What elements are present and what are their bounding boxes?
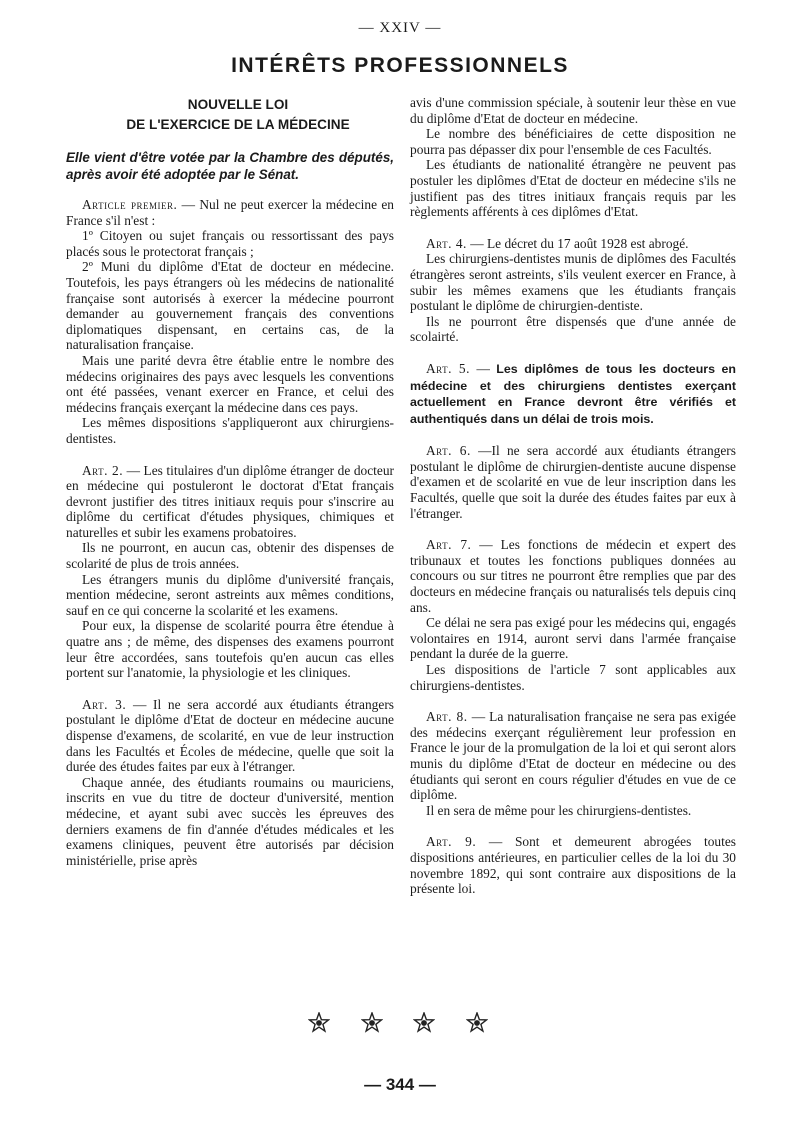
art1-paragraph-2: 1º Citoyen ou sujet français ou ressortissant des pays placés sous le protectorat français ; xyxy=(66,228,394,259)
art3-text-1: — Il ne sera accordé aux étudiants étrangers postulant le diplôme d'Etat de docteur en médecine aucune dispense d'examens, de scolarité, en vue de leur instruction dans les Facultés et Écoles de médecine, quelle que soit la durée des études faites par eux à l'étranger. xyxy=(66,696,394,775)
art7-paragraph-1 xyxy=(410,537,736,615)
art1-label: Article premier. xyxy=(82,197,178,212)
art7-label: Art. 7. xyxy=(426,537,472,553)
spacer xyxy=(410,693,736,709)
floral-star-icon xyxy=(308,1012,330,1034)
art2-paragraph-4: Pour eux, la dispense de scolarité pourra être étendue à quatre ans ; de même, des dispenses des examens pourront leur être accordées, sans toutefois qu'en aucun cas elles portent sur l'anatomie, la physiologie et les cliniques. xyxy=(66,618,394,681)
spacer xyxy=(410,521,736,537)
art3-paragraph-4: Le nombre des bénéficiaires de cette disposition ne pourra pas dépasser dix pour l'ensemble de ces Facultés. xyxy=(410,126,736,157)
art4-paragraph-3: Ils ne pourront être dispensés que d'une année de scolairté. xyxy=(410,313,736,345)
page-number: — 344 — xyxy=(364,1075,436,1094)
art2-label: Art. 2. xyxy=(82,462,124,478)
left-column xyxy=(66,95,394,868)
art8-text-1: — La naturalisation française ne sera pas exigée des médecins exerçant régulièrement leur profession en France le jour de la promulgation de la loi et qui seront alors munis du diplôme d'Etat de docteur en médecine ou des étudiants qui seront en cours régulier d'études en vue de ce diplôme. xyxy=(410,709,736,803)
ornament-row xyxy=(308,1012,488,1034)
art1-paragraph-5: Les mêmes dispositions s'appliqueront aux chirurgiens-dentistes. xyxy=(66,415,394,446)
roman-page-number: — XXIV — xyxy=(358,20,442,36)
art4-label: Art. 4. xyxy=(426,235,467,251)
art5-paragraph-1: Art. 5. — Les diplômes de tous les docteurs en médecine et des chirurgiens dentistes exerçant actuellement en France devront être vérifiés et authentiqués dans un délai de trois mois. xyxy=(410,360,736,426)
art7-paragraph-3: Les dispositions de l'article 7 sont applicables aux chirurgiens-dentistes. xyxy=(410,662,736,693)
spacer xyxy=(410,818,736,834)
art1-paragraph-4: Mais une parité devra être établie entre le nombre des médecins originaires des pays avec lesquels les conventions ont été passées, venant exercer en France, et celui des médecins français exerçant la médecine dans ces pays. xyxy=(66,352,394,415)
art3-label: Art. 3. xyxy=(82,696,127,712)
art2-paragraph-1 xyxy=(66,463,394,541)
art2-paragraph-2: Ils ne pourront, en aucun cas, obtenir des dispenses de scolarité de plus de trois années. xyxy=(66,540,394,572)
art4-paragraph-1 xyxy=(410,236,736,252)
article-title-line2: DE L'EXERCICE DE LA MÉDECINE xyxy=(126,117,350,132)
art1-paragraph-1 xyxy=(66,197,394,228)
art1-paragraph-3: 2º Muni du diplôme d'Etat de docteur en médecine. Toutefois, les pays étrangers où les médecins de nationalité française sont autorisés à exercer la médecine pourront demander au gouvernement français des conventions diplomatiques dispensant, en certains cas, de la naturalisation française. xyxy=(66,259,394,353)
section-title: INTÉRÊTS PROFESSIONNELS xyxy=(231,54,569,77)
spacer xyxy=(66,447,394,463)
art3-paragraph-1 xyxy=(66,697,394,775)
art4-paragraph-2: Les chirurgiens-dentistes munis de diplômes des Facultés étrangères seront astreints, s'ils veulent exercer en France, à subir les mêmes examens que les étudiants français postulant le diplôme de chirurgien-dentiste. xyxy=(410,251,736,314)
art3-paragraph-3: avis d'une commission spéciale, à soutenir leur thèse en vue du diplôme d'Etat de docteur en médecine. xyxy=(410,95,736,126)
art5-text-1: Les diplômes de tous les docteurs en médecine et des chirurgiens dentistes exerçant actuellement en France devront être vérifiés et authentiqués dans un délai de trois mois. xyxy=(410,361,736,426)
art8-paragraph-2: Il en sera de même pour les chirurgiens-dentistes. xyxy=(426,802,692,818)
spacer xyxy=(410,220,736,236)
art1-text-1: — Nul ne peut exercer la médecine en France s'il n'est : xyxy=(66,197,394,228)
art3-paragraph-2: Chaque année, des étudiants roumains ou mauriciens, inscrits en vue du titre de docteur d'université, mention médecine, et ayant subi avec succès les épreuves des derniers examens de fin d'année d'études médicales et les examens cliniques, peuvent être autorisés par décision ministérielle, prise après xyxy=(66,774,394,868)
spacer xyxy=(410,345,736,361)
floral-star-icon xyxy=(413,1012,435,1034)
floral-star-icon xyxy=(361,1012,383,1034)
floral-star-icon xyxy=(466,1012,488,1034)
art4-text-1: — Le décret du 17 août 1928 est abrogé. xyxy=(470,235,689,251)
article-title-line1: NOUVELLE LOI xyxy=(187,97,289,112)
art3-paragraph-5: Les étudiants de nationalité étrangère ne peuvent pas postuler les diplômes d'Etat de docteur en médecine s'ils ne justifient pas des titres initiaux français requis par les règlements afférents à ces diplômes d'Etat. xyxy=(410,157,736,220)
art9-label: Art. 9. xyxy=(426,834,477,850)
spacer xyxy=(66,681,394,697)
art6-text-1: —Il ne sera accordé aux étudiants étrangers postulant le diplôme de chirurgien-dentiste aucune dispense d'examen et de scolarité en vue de leur inscription dans les Facultés, quelle que soit la durée des études faites par eux à l'étranger. xyxy=(410,443,736,521)
art8-label: Art. 8. xyxy=(426,709,468,725)
art2-text-1: — Les titulaires d'un diplôme étranger de docteur en médecine qui postuleront le doctorat d'Etat français devront justifier des titres initiaux requis pour s'inscrire au diplôme du certificat d'études physiques, chimiques et naturelles et subir les examens probatoires. xyxy=(66,462,394,540)
spacer xyxy=(410,427,736,443)
art9-paragraph-1 xyxy=(410,834,736,896)
right-column xyxy=(410,95,736,897)
art8-paragraph-1 xyxy=(410,709,736,803)
art2-paragraph-3: Les étrangers munis du diplôme d'université français, mention médecine, seront astreints aux mêmes conditions, sauf en ce qui concerne la scolarité et les examens. xyxy=(66,571,394,618)
art7-text-1: — Les fonctions de médecin et expert des tribunaux et toutes les fonctions publiques données au concours ou sur titres ne pourront être remplies que par des docteurs en médecine français ou naturalisés tels depuis cinq ans. xyxy=(410,537,736,615)
art9-text-1: — Sont et demeurent abrogées toutes dispositions antérieures, en particulier celles de la loi du 30 novembre 1892, qui sont contraire aux dispositions de la présente loi. xyxy=(410,834,736,897)
article-lede: Elle vient d'être votée par la Chambre des députés, après avoir été adoptée par le Sénat. xyxy=(66,150,394,182)
art6-label: Art. 6. xyxy=(426,443,471,459)
art5-label: Art. 5. xyxy=(426,360,470,376)
art7-paragraph-2: Ce délai ne sera pas exigé pour les médecins qui, engagés volontaires en 1914, auront servi dans l'armée française pendant la durée de la guerre. xyxy=(410,615,736,662)
art6-paragraph-1 xyxy=(410,443,736,521)
